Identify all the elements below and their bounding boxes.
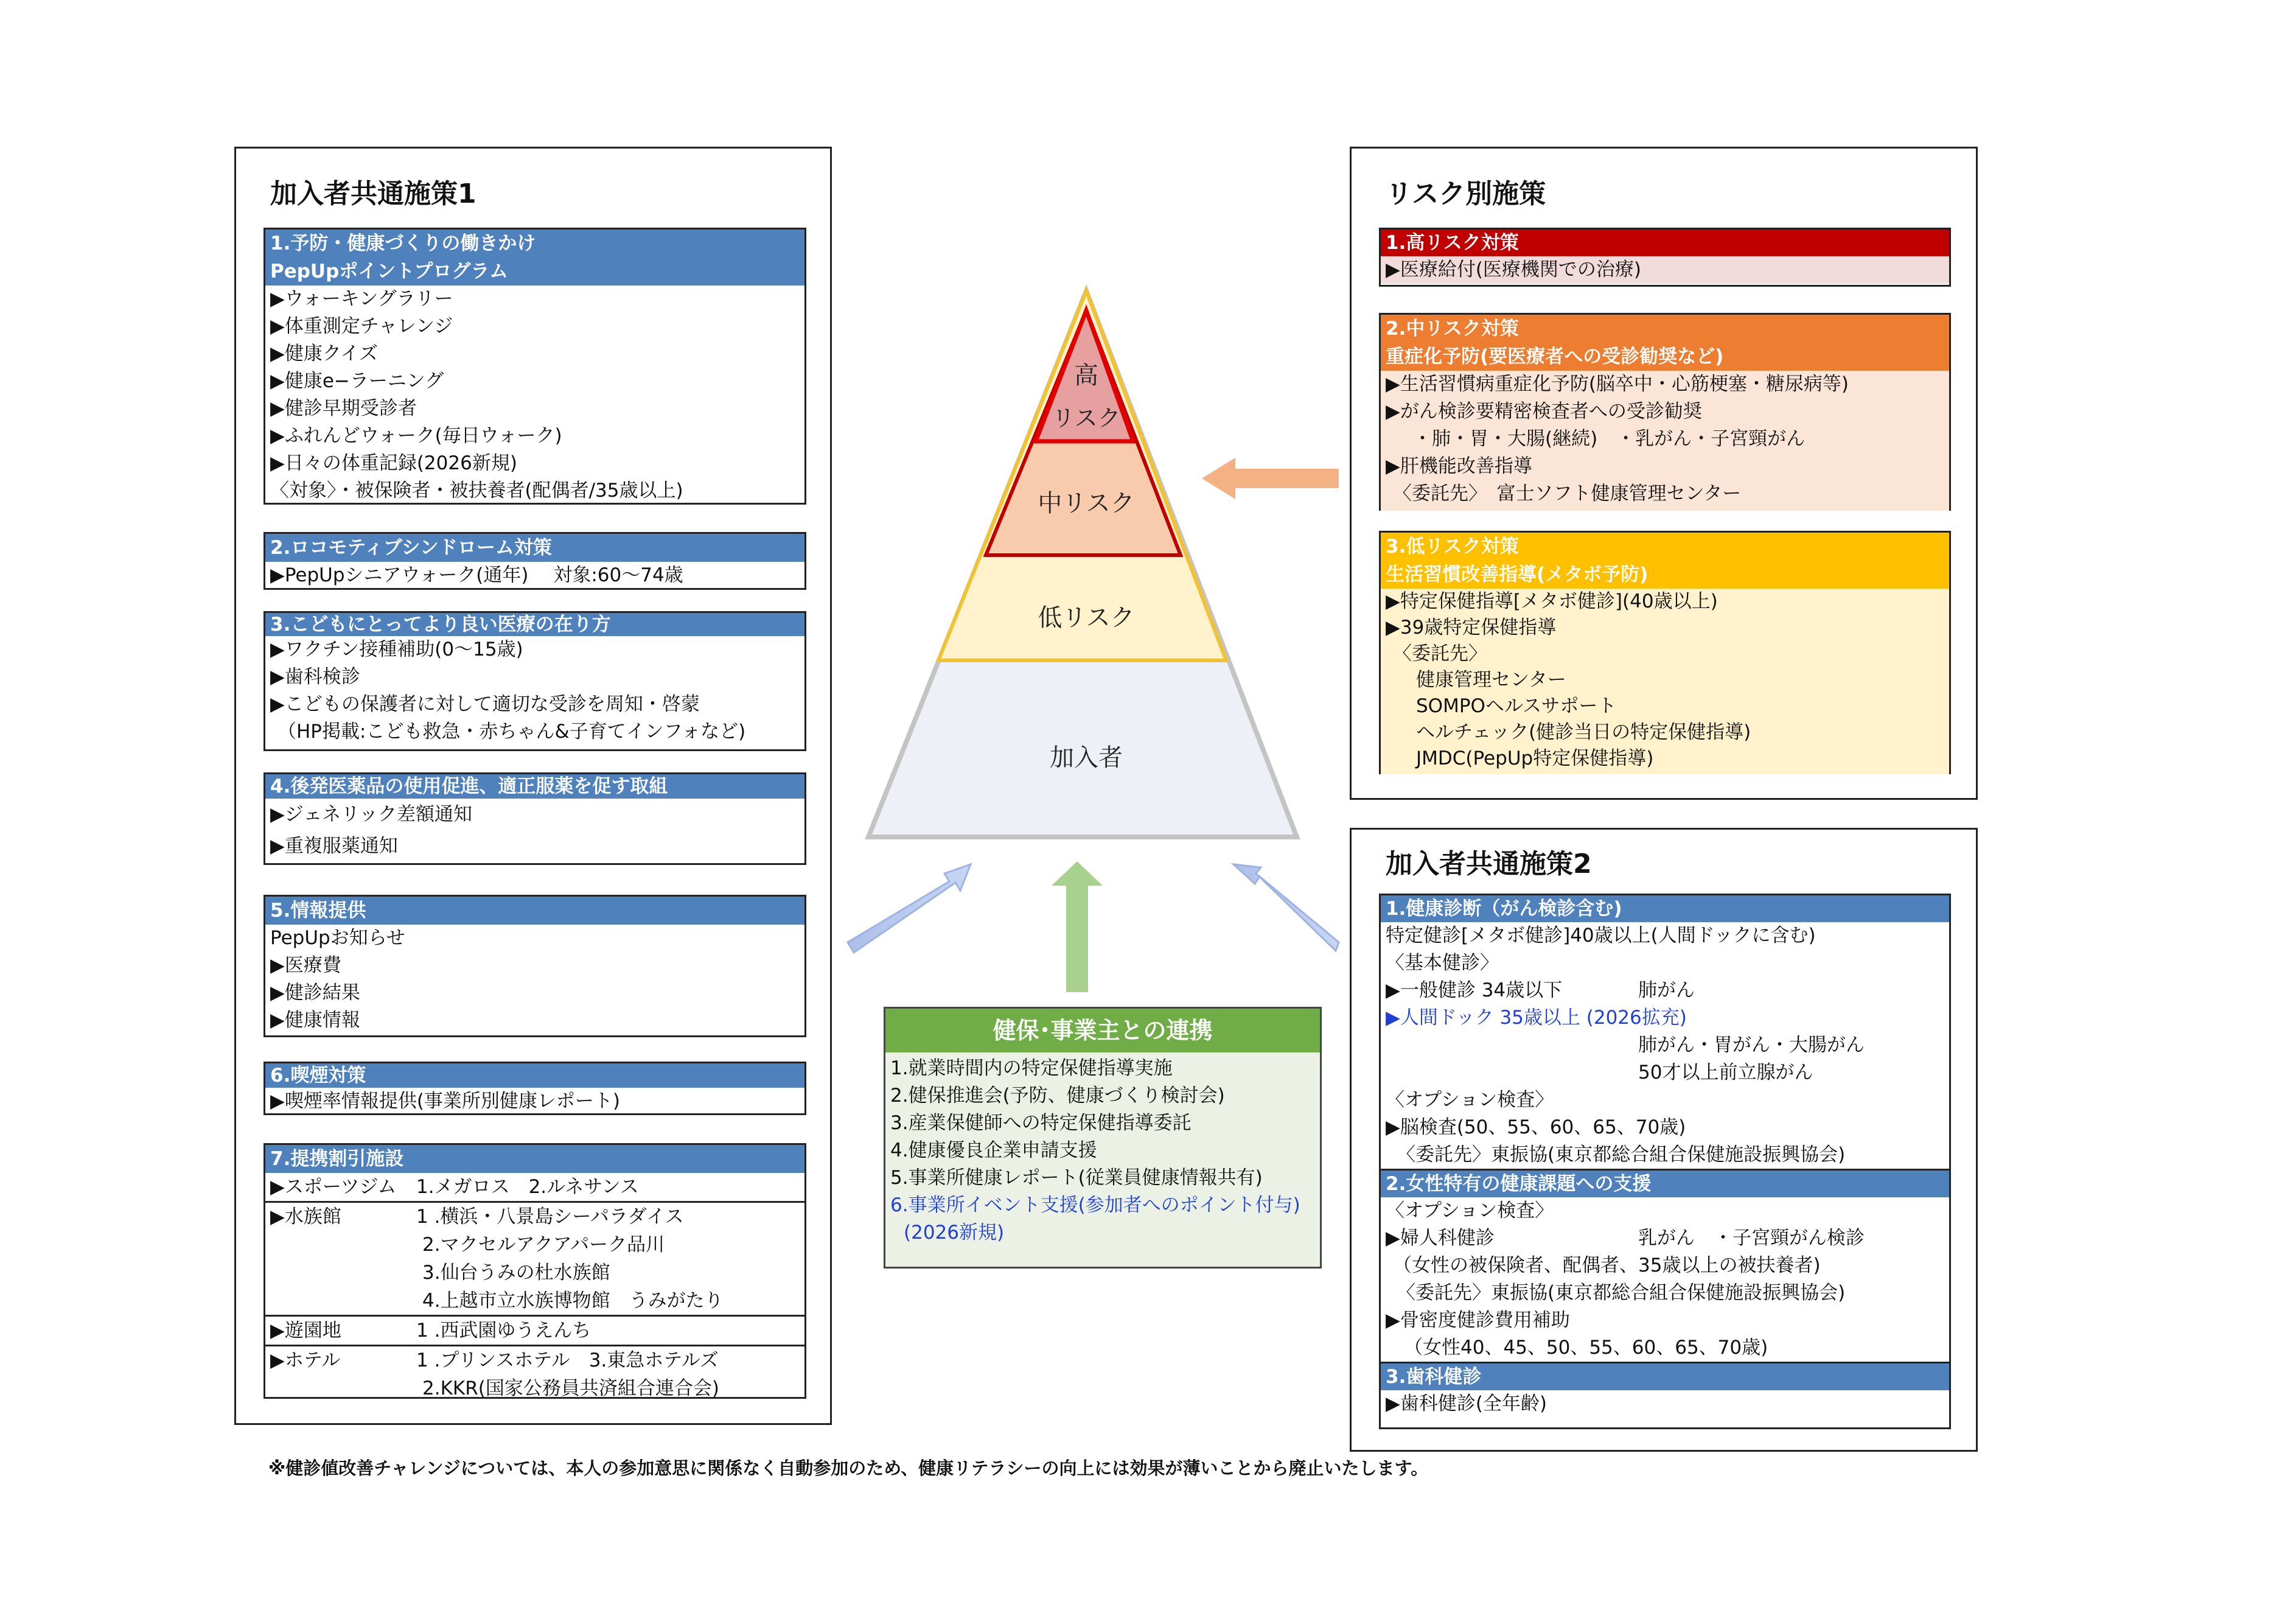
list-item: 〈対象〉・被保険者・被扶養者(配偶者/35歳以上) <box>270 480 683 502</box>
right-bottom-sections: 1.健康診断（がん検診含む) 特定健診[メタボ健診]40歳以上(人間ドックに含む) 〈基本健診〉 ▶一般健診 34歳以下 肺がん ▶人間ドック 35歳以上 (2026拡充) 肺がん・胃がん・大腸がん 50才以上前立腺がん 〈オプション検査〉 ▶脳検査(50、55、60、65、70歳) 〈委託先〉東振協(東京都総合組合保健施設振興協会) 2.女性特有の健康課題への支援 〈オプション検査〉 ▶婦人科健診 乳がん ・子宮頸がん検診 （女性の被保険者、配偶者、35歳以上の被扶養者) 〈委託先〉東振協(東京都総合組合保健施設振興協会) ▶骨密度健診費用補助 （女性40、45、50、55、60、65、70歳) 3.歯科健診 ▶歯科健診(全年齢) <box>1379 894 1951 1429</box>
list-item: ▶肝機能改善指導 <box>1386 455 1532 477</box>
blue-arrow-right-icon <box>1233 864 1339 951</box>
list-item: 〈委託先〉 <box>1393 643 1487 665</box>
list-item: 1.就業時間内の特定保健指導実施 <box>890 1057 1173 1079</box>
list-item: ▶喫煙率情報提供(事業所別健康レポート) <box>270 1090 621 1112</box>
list-item: ▶歯科健診(全年齢) <box>1386 1393 1548 1415</box>
pyramid-label-high-2: リスク <box>1052 405 1121 432</box>
low-risk-section <box>1379 531 1951 774</box>
blue-arrow-left-icon <box>848 864 971 953</box>
table-row: ▶水族館 1 .横浜・八景島シーパラダイス 2.マクセルアクアパーク品川 3.仙台うみの杜水族館 4.上越市立水族博物館 うみがたり <box>265 1201 804 1315</box>
mid-risk-section <box>1379 313 1951 511</box>
pyramid-label-low: 低リスク <box>1038 604 1135 632</box>
list-item: (2026新規) <box>904 1222 1005 1244</box>
list-item: （HP掲載:こども救急・赤ちゃん&子育てインフォなど) <box>277 721 746 743</box>
list-item: 5.事業所健康レポート(従業員健康情報共有) <box>890 1167 1263 1189</box>
list-item: ▶健診結果 <box>270 982 360 1004</box>
list-item: ▶ワクチン接種補助(0〜15歳) <box>270 639 523 660</box>
table-row: ▶遊園地 1 .西武園ゆうえんち <box>265 1315 804 1345</box>
collaboration-box <box>884 1007 1322 1269</box>
right-bottom-panel-title: 加入者共通施策2 <box>1386 849 1592 880</box>
green-arrow-up-icon <box>1052 861 1103 992</box>
orange-arrow-icon <box>1202 458 1339 499</box>
list-item: ▶特定保健指導[メタボ健診](40歳以上) <box>1386 590 1718 612</box>
mid-risk-header: 2.中リスク対策 重症化予防(要医療者への受診勧奨など) <box>1381 315 1949 371</box>
list-item: ▶医療費 <box>270 954 341 976</box>
high-risk-header: 1.高リスク対策 <box>1381 229 1949 256</box>
list-item: ▶ジェネリック差額通知 <box>270 803 472 825</box>
list-item: 2.健保推進会(予防、健康づくり検討会) <box>890 1085 1225 1107</box>
right-top-panel-title: リスク別施策 <box>1386 178 1546 209</box>
list-item: ▶39歳特定保健指導 <box>1386 617 1557 639</box>
list-item: ヘルチェック(健診当日の特定保健指導) <box>1416 721 1751 743</box>
list-item: ▶ウォーキングラリー <box>270 288 453 310</box>
list-item: JMDC(PepUp特定保健指導) <box>1416 747 1654 769</box>
health-checkup-header: 1.健康診断（がん検診含む) <box>1381 895 1949 922</box>
list-item: 4.健康優良企業申請支援 <box>890 1139 1097 1161</box>
list-item: ▶医療給付(医療機関での治療) <box>1386 259 1642 281</box>
list-item: 〈委託先〉 富士ソフト健康管理センター <box>1393 483 1742 505</box>
left-section-4-header: 4.後発医薬品の使用促進、適正服薬を促す取組 <box>265 774 804 799</box>
left-section-3-header: 3.こどもにとってより良い医療の在り方 <box>265 613 804 636</box>
list-item: ▶ふれんどウォーク(毎日ウォーク) <box>270 425 562 447</box>
left-section-1-header: 1.予防・健康づくりの働きかけ PepUpポイントプログラム <box>265 229 804 285</box>
pyramid-label-mid: 中リスク <box>1038 489 1135 517</box>
table-row: ▶ホテル 1 .プリンスホテル 3.東急ホテルズ 2.KKR(国家公務員共済組合連合会) <box>265 1345 804 1402</box>
right-bottom-panel <box>1350 828 1978 1452</box>
list-item: ▶生活習慣病重症化予防(脳卒中・心筋梗塞・糖尿病等) <box>1386 373 1849 395</box>
pyramid-label-base: 加入者 <box>1050 744 1123 772</box>
list-item: 6.事業所イベント支援(参加者へのポイント付与) <box>890 1194 1300 1216</box>
list-item: ▶健診早期受診者 <box>270 397 417 419</box>
list-item: ▶PepUpシニアウォーク(通年) 対象:60〜74歳 <box>270 564 683 586</box>
left-section-7-header: 7.提携割引施設 <box>265 1145 804 1173</box>
collaboration-box-header: 健保･事業主との連携 <box>885 1009 1320 1052</box>
list-item: ▶健康クイズ <box>270 343 378 365</box>
left-panel-title: 加入者共通施策1 <box>270 178 476 209</box>
list-item: ▶歯科検診 <box>270 666 360 688</box>
womens-health-header: 2.女性特有の健康課題への支援 <box>1381 1169 1949 1197</box>
list-item: 3.産業保健師への特定保健指導委託 <box>890 1112 1192 1134</box>
high-risk-section <box>1379 228 1951 287</box>
table-row: ▶スポーツジム 1.メガロス 2.ルネサンス <box>270 1176 639 1198</box>
footnote: ※健診値改善チャレンジについては、本人の参加意思に関係なく自動参加のため、健康リテラシーの向上には効果が薄いことから廃止いたします。 <box>268 1458 1429 1479</box>
list-item: 健康管理センター <box>1416 669 1566 691</box>
list-item: ▶健康e−ラーニング <box>270 370 444 392</box>
list-item: ▶こどもの保護者に対して適切な受診を周知・啓蒙 <box>270 693 700 715</box>
right-top-panel <box>1350 147 1978 800</box>
left-section-5-header: 5.情報提供 <box>265 897 804 925</box>
left-section-2-header: 2.ロコモティブシンドローム対策 <box>265 534 804 562</box>
pyramid-label-high-1: 高 <box>1074 362 1098 390</box>
dental-header: 3.歯科健診 <box>1381 1362 1949 1390</box>
low-risk-header: 3.低リスク対策 生活習慣改善指導(メタボ予防) <box>1381 533 1949 589</box>
list-item: ▶がん検診要精密検査者への受診勧奨 <box>1386 401 1702 422</box>
list-item: ▶重複服薬通知 <box>270 835 398 857</box>
left-section-6-header: 6.喫煙対策 <box>265 1063 804 1088</box>
list-item: ・肺・胃・大腸(継続) ・乳がん・子宮頸がん <box>1413 428 1806 450</box>
list-item: ▶健康情報 <box>270 1009 360 1031</box>
list-item: PepUpお知らせ <box>270 927 405 949</box>
list-item: ▶日々の体重記録(2026新規) <box>270 452 517 474</box>
list-item: ▶体重測定チャレンジ <box>270 315 453 337</box>
list-item: SOMPOヘルスサポート <box>1416 695 1617 717</box>
